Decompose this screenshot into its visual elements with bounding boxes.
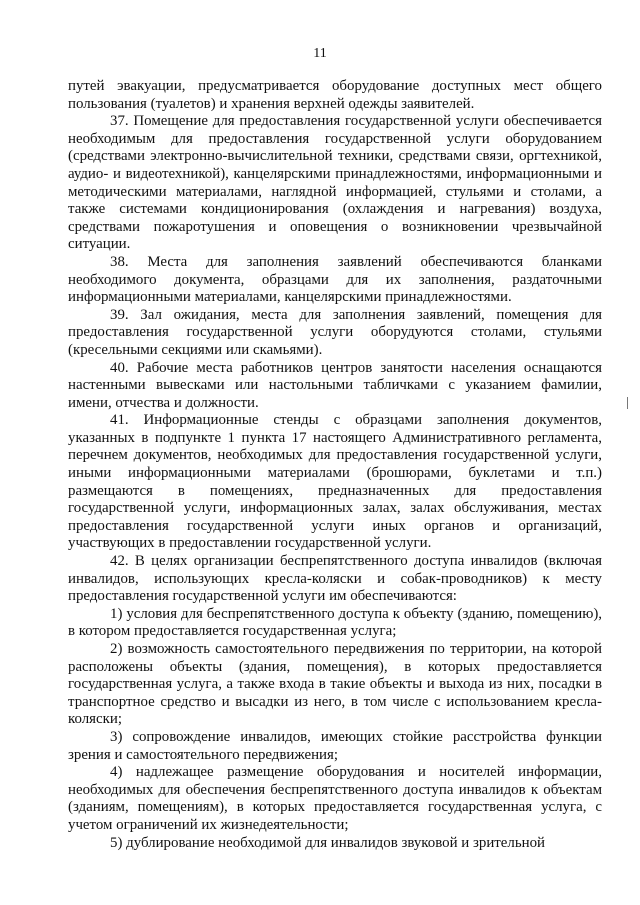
page-number: 11: [313, 46, 327, 61]
paragraph: 41. Информационные стенды с образцами заполнения документов, указанных в подпункте 1 пункта 17 настоящего Административного регламента, перечнем документов, необходимых для предоставления государственной услуги, иными информационными материалами (брошюрами, буклетами и т.п.) размещаются в помещениях, предназначенных для предоставления государственной услуги, информационных залах, залах обслуживания, местах предоставления государственной услуги иных органов и организаций, участвующих в предоставлении государственной услуги.: [68, 412, 602, 552]
paragraph: 40. Рабочие места работников центров занятости населения оснащаются настенными вывесками или настольными табличками с указанием фамилии, имени, отчества и должности.: [68, 359, 602, 411]
paragraph: 37. Помещение для предоставления государственной услуги обеспечивается необходимым для предоставления государственной услуги оборудованием (средствами электронно-вычислительной техники, средствами связи, оргтехникой, аудио- и видеотехникой), канцелярскими принадлежностями, информационными и методическими материалами, наглядной информацией, стульями и столами, а также системами кондиционирования (охлаждения и нагревания) воздуха, средствами пожаротушения и оповещения о возникновении чрезвычайной ситуации.: [68, 113, 602, 253]
paragraph: 2) возможность самостоятельного передвижения по территории, на которой расположены объекты (здания, помещения), в которых предоставляется государственная услуга, а также входа в такие объекты и выхода из них, посадки в транспортное средство и высадки из него, в том числе с использованием кресла-коляски;: [68, 641, 602, 728]
document-body: [68, 78, 602, 852]
paragraph: 4) надлежащее размещение оборудования и носителей информации, необходимых для обеспечения беспрепятственного доступа инвалидов к объектам (зданиям, помещениям), в которых предоставляется государственная услуга, с учетом ограничений их жизнедеятельности;: [68, 764, 602, 833]
paragraph: путей эвакуации, предусматривается оборудование доступных мест общего пользования (туалетов) и хранения верхней одежды заявителей.: [68, 78, 602, 112]
paragraph: 5) дублирование необходимой для инвалидов звуковой и зрительной: [110, 834, 546, 851]
paragraph: 42. В целях организации беспрепятственного доступа инвалидов (включая инвалидов, использующих кресла-коляски и собак-проводников) к месту предоставления государственной услуги им обеспечиваются:: [68, 553, 602, 605]
scan-mark: [627, 397, 632, 409]
paragraph: 38. Места для заполнения заявлений обеспечиваются бланками необходимого документа, образцами для их заполнения, раздаточными информационными материалами, канцелярскими принадлежностями.: [68, 253, 602, 306]
paragraph: 3) сопровождение инвалидов, имеющих стойкие расстройства функции зрения и самостоятельного передвижения;: [68, 728, 602, 763]
paragraph: 1) условия для беспрепятственного доступа к объекту (зданию, помещению), в котором предоставляется государственная услуга;: [68, 605, 602, 640]
paragraph: 39. Зал ожидания, места для заполнения заявлений, помещения для предоставления государственной услуги оборудуются столами, стульями (кресельными секциями или скамьями).: [68, 306, 602, 358]
